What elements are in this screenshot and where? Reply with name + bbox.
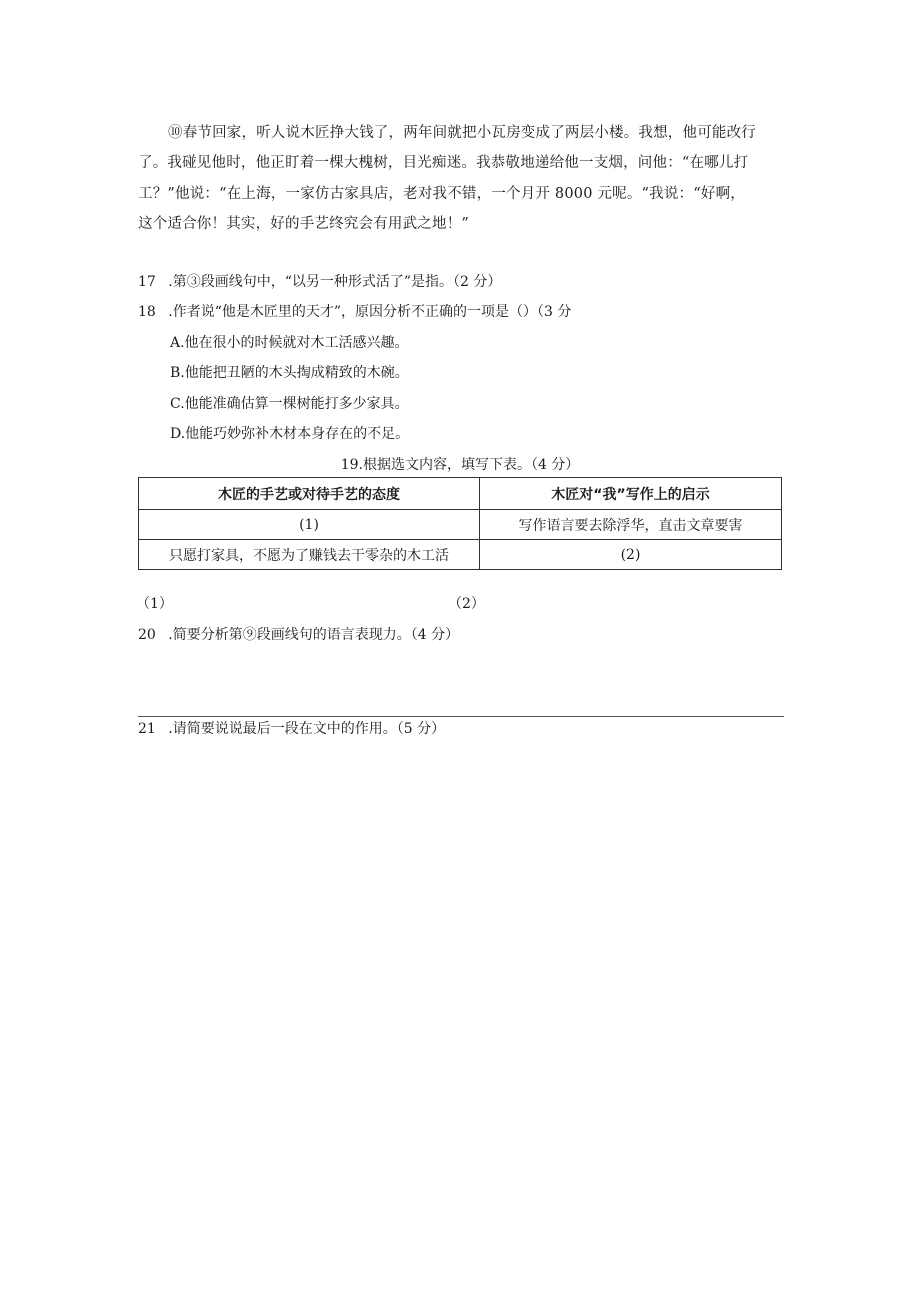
- answer-line-divider: [138, 716, 784, 717]
- answer-blank-1: （1）: [136, 596, 173, 612]
- option-a: A.他在很小的时候就对木工活感兴趣。: [170, 335, 409, 351]
- question-21: [138, 719, 445, 739]
- question-17: [138, 272, 501, 292]
- table-header-row: [139, 478, 782, 510]
- table-cell: (1): [139, 510, 480, 540]
- table-header: 木匠对“我”写作上的启示: [480, 478, 782, 510]
- question-20: [138, 625, 459, 645]
- table-cell: 只愿打家具，不愿为了赚钱去干零杂的木工活: [139, 540, 480, 570]
- fill-in-table: [138, 477, 782, 570]
- question-18: [138, 302, 571, 322]
- table-cell: 写作语言要去除浮华，直击文章要害: [480, 510, 782, 540]
- question-number: 17: [138, 274, 156, 290]
- table-row: [139, 540, 782, 570]
- option-c: C.他能准确估算一棵树能打多少家具。: [170, 396, 409, 412]
- question-text: .简要分析第⑨段画线句的语言表现力。（4 分）: [168, 627, 460, 643]
- table-row: [139, 510, 782, 540]
- answer-blank-2: （2）: [448, 596, 485, 612]
- paragraph-line-2: 了。我碰见他时，他正盯着一棵大槐树，目光痴迷。我恭敬地递给他一支烟，问他：“在哪儿打: [138, 155, 749, 171]
- question-text: .第③段画线句中，“以另一种形式活了”是指。（2 分）: [168, 274, 502, 290]
- question-number: 20: [138, 627, 156, 643]
- paragraph-line-3: 工？”他说：“在上海，一家仿古家具店，老对我不错，一个月开 8000 元呢。“我说：“好啊，: [138, 186, 745, 202]
- table-header: 木匠的手艺或对待手艺的态度: [139, 478, 480, 510]
- question-number: 21: [138, 721, 156, 737]
- option-d: D.他能巧妙弥补木材本身存在的不足。: [170, 426, 410, 442]
- option-b: B.他能把丑陋的木头掏成精致的木碗。: [170, 365, 409, 381]
- question-text: .请简要说说最后一段在文中的作用。（5 分）: [168, 721, 446, 737]
- question-19-title: 19.根据选文内容，填写下表。（4 分）: [340, 457, 580, 473]
- table-cell: (2): [480, 540, 782, 570]
- question-number: 18: [138, 304, 156, 320]
- paragraph-line-4: 这个适合你！其实，好的手艺终究会有用武之地！”: [138, 216, 470, 232]
- question-text: .作者说“他是木匠里的天才”，原因分析不正确的一项是（）（3 分: [168, 304, 572, 320]
- paragraph-line-1: ⑩春节回家，听人说木匠挣大钱了，两年间就把小瓦房变成了两层小楼。我想，他可能改行: [168, 125, 756, 141]
